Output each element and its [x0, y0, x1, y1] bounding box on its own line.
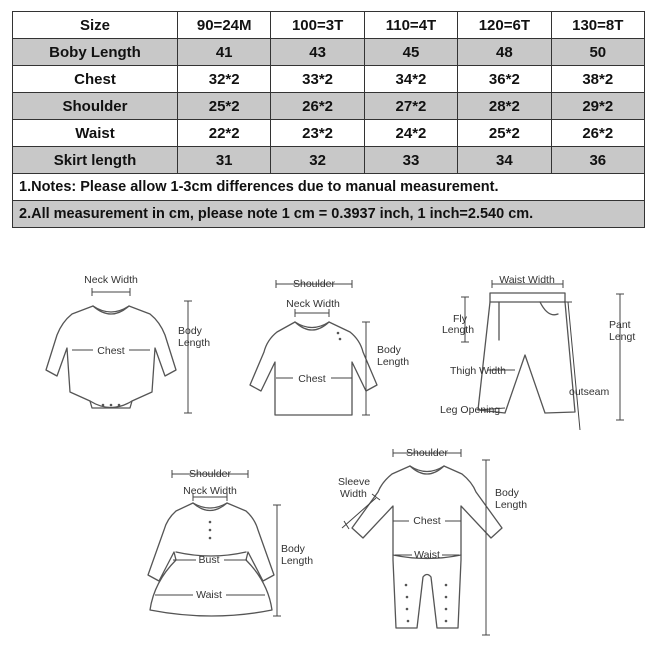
size-column-header: 120=6T [458, 12, 551, 39]
pants-outseam-label: outseam [569, 386, 610, 398]
pants-fly-length-label: Length [441, 324, 475, 336]
table-row [13, 93, 645, 120]
table-cell: 23*2 [271, 120, 364, 147]
table-row [13, 120, 645, 147]
table-row [13, 66, 645, 93]
romper-length-label: Length [495, 499, 528, 511]
size-header-cell: Size [13, 12, 178, 39]
romper-shoulder-label: Shoulder [405, 447, 449, 459]
table-cell: 26*2 [551, 120, 644, 147]
pants-pant-length-label: Lengt [609, 331, 636, 343]
size-column-header: 100=3T [271, 12, 364, 39]
size-column-header: 130=8T [551, 12, 644, 39]
table-row [13, 39, 645, 66]
table-cell: 50 [551, 39, 644, 66]
dress-diagram [148, 468, 313, 616]
bodysuit-neck-label: Neck Width [84, 274, 138, 286]
romper-diagram [338, 447, 527, 635]
table-cell: 32 [271, 147, 364, 174]
dress-length-label: Length [281, 555, 314, 567]
row-label-cell: Chest [13, 66, 178, 93]
row-label-cell: Shoulder [13, 93, 178, 120]
bodysuit-chest-label: Chest [97, 345, 125, 357]
table-cell: 45 [364, 39, 457, 66]
table-cell: 29*2 [551, 93, 644, 120]
size-column-header: 90=24M [178, 12, 271, 39]
romper-sleeve-width-label: Width [340, 488, 367, 500]
garment-measurement-diagrams [0, 250, 658, 665]
pants-thigh-label: Thigh Width [450, 365, 507, 377]
table-header-row [13, 12, 645, 39]
table-cell: 27*2 [364, 93, 457, 120]
table-cell: 36*2 [458, 66, 551, 93]
table-cell: 33*2 [271, 66, 364, 93]
size-chart-table [12, 11, 645, 228]
shirt-shoulder-label: Shoulder [292, 278, 336, 290]
table-cell: 26*2 [271, 93, 364, 120]
table-cell: 31 [178, 147, 271, 174]
table-cell: 41 [178, 39, 271, 66]
table-cell: 33 [364, 147, 457, 174]
table-cell: 22*2 [178, 120, 271, 147]
note-row [13, 174, 645, 201]
note-text: 1.Notes: Please allow 1-3cm differences due to manual measurement. [13, 174, 645, 201]
note-row [13, 201, 645, 228]
pants-waist-label: Waist Width [499, 274, 555, 286]
dress-body-label: Body [281, 543, 305, 555]
table-cell: 25*2 [178, 93, 271, 120]
shirt-neck-label: Neck Width [286, 298, 340, 310]
dress-bust-label: Bust [198, 554, 220, 566]
shirt-length-label: Length [377, 356, 410, 368]
table-cell: 43 [271, 39, 364, 66]
shirt-diagram [250, 278, 409, 415]
shirt-chest-label: Chest [298, 373, 326, 385]
row-label-cell: Skirt length [13, 147, 178, 174]
dress-waist-label: Waist [196, 589, 222, 601]
shirt-body-label: Body [377, 344, 401, 356]
row-label-cell: Boby Length [13, 39, 178, 66]
table-cell: 48 [458, 39, 551, 66]
table-cell: 25*2 [458, 120, 551, 147]
romper-sleeve-label: Sleeve [338, 476, 371, 488]
bodysuit-body-label: Body [178, 325, 202, 337]
table-cell: 34*2 [364, 66, 457, 93]
pants-fly-label: Fly [453, 313, 467, 325]
table-cell: 38*2 [551, 66, 644, 93]
pants-pant-label: Pant [609, 319, 631, 331]
bodysuit-diagram [46, 274, 210, 413]
table-cell: 24*2 [364, 120, 457, 147]
table-cell: 34 [458, 147, 551, 174]
dress-neck-label: Neck Width [183, 485, 237, 497]
table-cell: 32*2 [178, 66, 271, 93]
note-text: 2.All measurement in cm, please note 1 cm = 0.3937 inch, 1 inch=2.540 cm. [13, 201, 645, 228]
pants-diagram [440, 274, 635, 430]
size-column-header: 110=4T [364, 12, 457, 39]
row-label-cell: Waist [13, 120, 178, 147]
table-cell: 28*2 [458, 93, 551, 120]
table-row [13, 147, 645, 174]
romper-body-label: Body [495, 487, 519, 499]
bodysuit-length-label: Length [178, 337, 211, 349]
romper-waist-label: Waist [414, 549, 440, 561]
dress-shoulder-label: Shoulder [188, 468, 232, 480]
romper-chest-label: Chest [413, 515, 441, 527]
pants-leg-label: Leg Opening [440, 404, 501, 416]
table-cell: 36 [551, 147, 644, 174]
